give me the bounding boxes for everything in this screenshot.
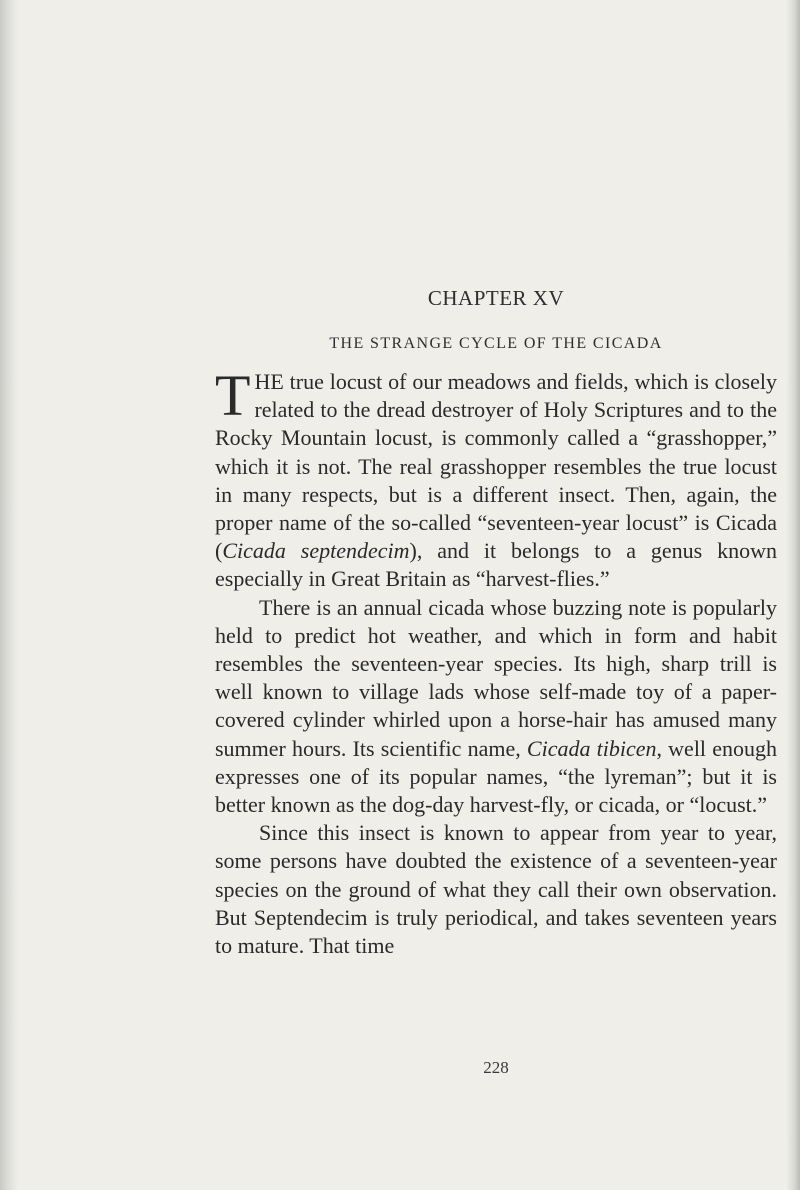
paragraph-3 [215,819,777,960]
chapter-title: THE STRANGE CYCLE OF THE CICADA [329,335,663,352]
drop-cap: T [215,363,251,428]
paragraph-2-lead: There is an annual cicada whose buzzing note is popularly held to predict hot weather, and which in form and habit resembles the seventeen-year species. Its high, sharp trill is well known to village lads whose self-made toy of a paper-covered cylinder whirled upon a horse-hair has amused many summer hours. Its scientific name, [215,594,777,761]
paragraph-3-lead: Since this insect is known to appear from year to year, some persons have doubted the existence of a seventeen-year species on the ground of what they call their own observation. But Septendecim is truly periodical, and takes seventeen years to mature. That time [215,820,777,959]
book-page [215,0,777,1190]
chapter-heading: CHAPTER XV [427,286,565,310]
paragraph-2-tail: , well enough expresses one of its popular names, “the lyreman”; but it is better known as the dog-day harvest-fly, or cicada, or “locust.” [215,735,777,818]
paragraph-1 [215,363,777,594]
scan-left-edge [0,0,18,1190]
paragraph-2 [215,594,777,820]
paragraph-2-italic: Cicada tibicen [526,735,657,761]
scan-right-edge [786,0,800,1190]
page-number: 228 [483,1058,509,1077]
body-text [215,363,777,960]
paragraph-1-italic: Cicada septendecim [222,538,410,564]
paragraph-1-tail: ), and it belongs to a genus known especially in Great Britain as “harvest-flies.” [215,538,777,592]
paragraph-1-lead: HE true locust of our meadows and fields, which is closely related to the dread destroyer of Holy Scriptures and to the Rocky Mountain locust, is commonly called a “grasshopper,” which it is not. The real grasshopper resembles the true locust in many respects, but is a different insect. Then, again, the proper name of the so-called “seventeen-year locust” is Cicada ( [215,369,777,564]
